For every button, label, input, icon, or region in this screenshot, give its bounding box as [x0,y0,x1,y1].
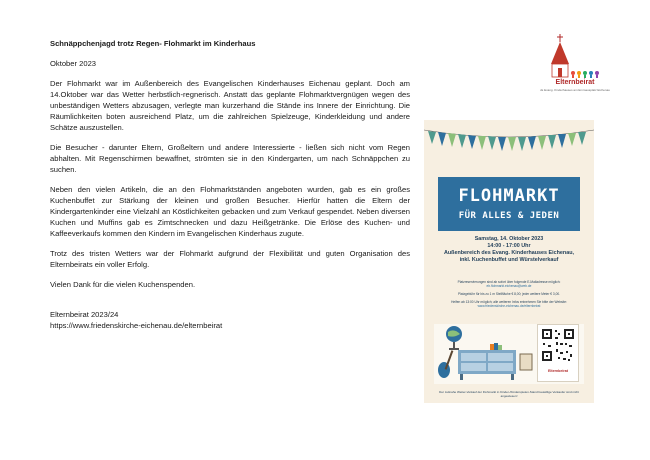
article-paragraph: Trotz des tristen Wetters war der Flohmarkt aufgrund der Flexibilität und guten Organisation des Elternbeirats ein voller Erfolg. [50,249,410,269]
signature: Elternbeirat 2023/24 [50,310,119,319]
bunting-decoration [424,120,594,160]
logo-subtitle: ds Evang. Kinderhauses am Emmausplatz Eichenau [540,88,610,92]
article-paragraph: Der Flohmarkt war im Außenbereich des Evangelischen Kinderhauses Eichenau geplant. Doch am 14.Oktober war das Wetter herbstlich-regnerisch. Anstatt das geplante Flohmarktvergnügen wegen des unbeständigen Wetters abzusagen, verlegte man kurzerhand die Stände ins Innere der Einrichtung. Die Räumlichkeiten boten ausreichend Platz, um die zahlreichen Spielzeuge, Kinderkleidung und andere Schätze auszustellen. [50,79,410,132]
poster-site[interactable]: www.friedenskirche-eichenau.de/elternbeirat [477,304,541,309]
article-paragraph: Vielen Dank für die vielen Kuchenspenden. [50,280,196,289]
church-icon [540,32,610,80]
poster-event-info [424,236,594,264]
article-url[interactable]: https://www.friedenskirche-eichenau.de/elternbeirat [50,321,223,330]
article-paragraph: Neben den vielen Artikeln, die an den Flohmarktständen angeboten wurden, gab es ein großes Kuchenbuffet zur Stärkung der kleinen und großen Besucher. Hierfür hatten die Eltern der Kindergartenkinder eine Vielzahl an Köstlichkeiten gebacken und zum Verkauf gespendet. Neben diversen Kuchen und Muffins gab es Zimtschnecken und dazu Heißgetränke. Die Erlöse des Kuchen- und Kaffeeverkaufs kommen den Kindern im Evangelischen Kinderhaus zugute. [50,185,410,238]
poster-date: Samstag, 14. Oktober 2023 [474,236,544,242]
article-paragraph: Die Besucher - darunter Eltern, Großeltern und andere Interessierte - ließen sich nicht vom Regen abhalten. Mit Regenschirmen bewaffnet, strömten sie in den Kindergarten, um nach Schnäppchen zu suchen. [50,143,410,174]
qr-code[interactable] [537,324,579,382]
poster-footer: Der zeitnahe Weiter-Verkauf der Flohmarkt in Kinder-/Kinderspielen-Stand bauwillige Verkaufer sind nicht angewiesen! [439,390,579,398]
article [50,38,410,331]
article-date: Oktober 2023 [50,59,97,68]
logo-name: Elternbeirat [555,79,595,86]
poster-headline: FLOHMARKT [458,186,560,206]
article-title: Schnäppchenjagd trotz Regen- Flohmarkt im Kinderhaus [50,39,256,48]
poster-subheadline: FÜR ALLES & JEDEN [458,211,560,221]
poster-time: 14:00 - 17:00 Uhr [487,243,531,249]
poster-email[interactable]: eb.flohmarkt.eichenau@web.de [486,284,532,289]
poster-price: Platzgebühr für bis zu 1 m Stellfläche € 8,00; jeder weitere Meter € 3,00. [457,292,561,296]
qr-label: Elternbeirat [548,369,568,373]
poster-location-1: Außenbereich des Evang. Kinderhauses Eichenau, [443,250,574,256]
elternbeirat-logo [540,32,610,102]
poster-registration: Platzreservierungen sind ab sofort über folgende E-Mailadresse möglich: eb.flohmarkt.eichenau@web.de [436,280,582,289]
flohmarkt-poster [424,120,594,403]
qr-code-icon [538,325,578,365]
poster-help-info: Helfen ab 13:00 Uhr möglich; alle weiteren Infos entnehmen Sie bitte der Website: www.friedenskirche-eichenau.de/elternbeirat [436,300,582,309]
poster-location-2: inkl. Kuchenbuffet und Würstelverkauf [459,257,559,263]
poster-banner [438,177,580,231]
